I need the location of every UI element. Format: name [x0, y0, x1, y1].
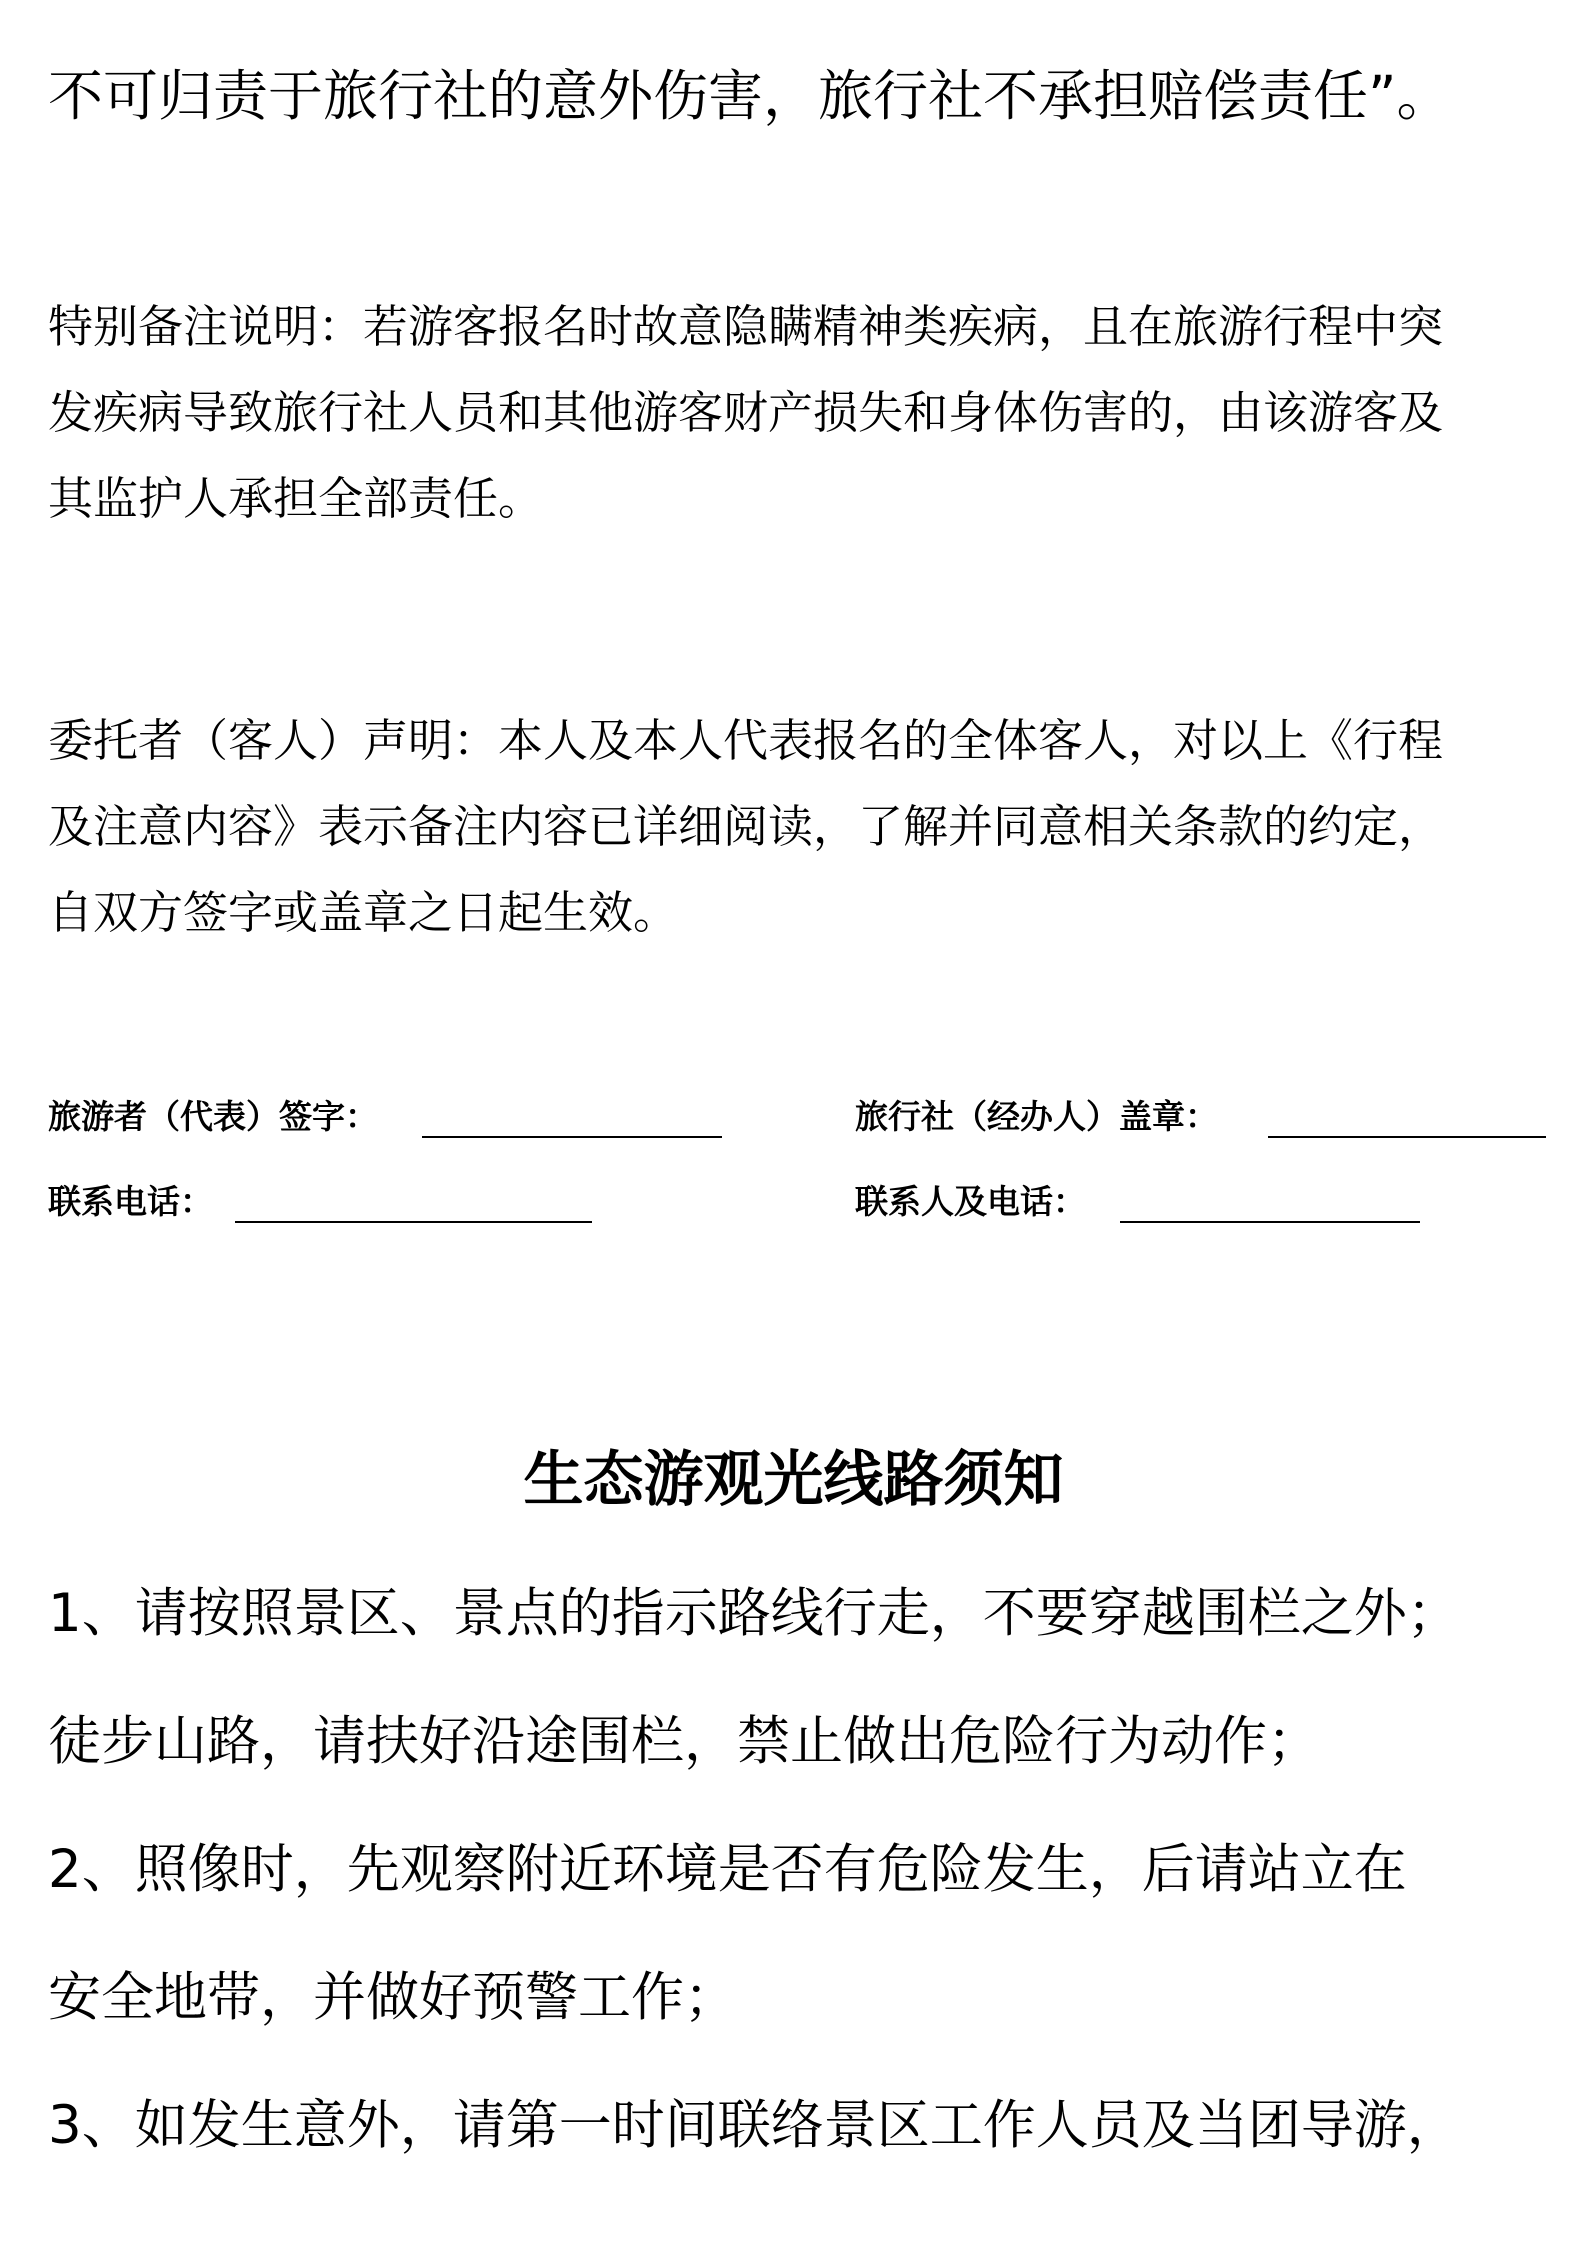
client-statement-line: 委托者（客人）声明：本人及本人代表报名的全体客人，对以上《行程 [48, 714, 1444, 767]
notice-line: 安全地带，并做好预警工作； [48, 1967, 737, 2028]
contact-label: 联系人及电话： [855, 1182, 1086, 1221]
phone-label: 联系电话： [48, 1182, 213, 1221]
notice-title: 生态游观光线路须知 [523, 1445, 1064, 1515]
client-statement-line: 及注意内容》表示备注内容已详细阅读，了解并同意相关条款的约定， [48, 800, 1444, 853]
special-note-paragraph [48, 284, 1548, 542]
contact-line[interactable] [1120, 1221, 1420, 1223]
agency-stamp-label: 旅行社（经办人）盖章： [855, 1097, 1218, 1136]
agency-stamp-line[interactable] [1268, 1136, 1546, 1138]
notice-line: 2、照像时，先观察附近环境是否有危险发生，后请站立在 [48, 1839, 1407, 1900]
tourist-signature-label: 旅游者（代表）签字： [48, 1097, 378, 1136]
notice-line: 3、如发生意外，请第一时间联络景区工作人员及当团导游， [48, 2095, 1460, 2156]
client-statement-line: 自双方签字或盖章之日起生效。 [48, 886, 679, 939]
notice-list [48, 1550, 1548, 2190]
tourist-signature-line[interactable] [422, 1136, 722, 1138]
special-note-line: 特别备注说明：若游客报名时故意隐瞒精神类疾病，且在旅游行程中突 [48, 300, 1444, 353]
client-statement-paragraph [48, 698, 1548, 956]
notice-line: 1、请按照景区、景点的指示路线行走，不要穿越围栏之外； [48, 1583, 1460, 1644]
special-note-line: 发疾病导致旅行社人员和其他游客财产损失和身体伤害的，由该游客及 [48, 386, 1444, 439]
liability-clause-line: 不可归责于旅行社的意外伤害，旅行社不承担赔偿责任”。 [48, 64, 1452, 128]
notice-line: 徒步山路，请扶好沿途围栏，禁止做出危险行为动作； [48, 1711, 1320, 1772]
phone-line[interactable] [235, 1221, 592, 1223]
special-note-line: 其监护人承担全部责任。 [48, 472, 544, 525]
